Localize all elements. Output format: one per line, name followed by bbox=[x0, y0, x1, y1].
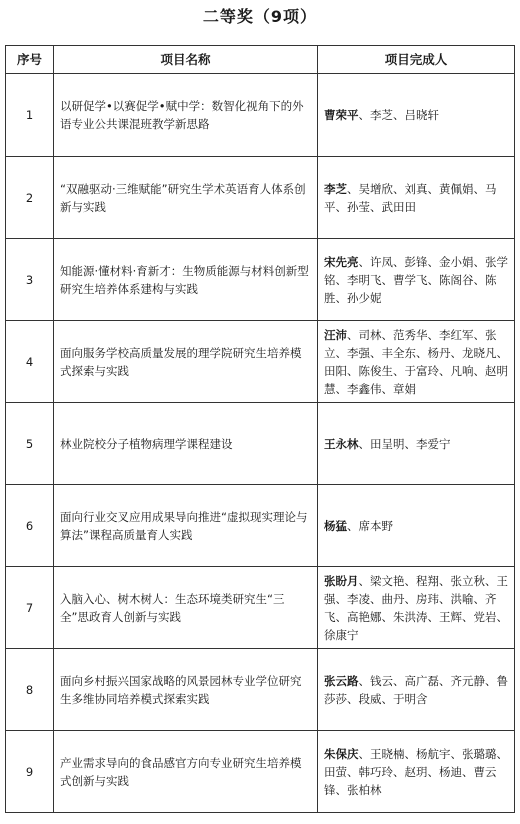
row-number: 2 bbox=[6, 157, 54, 239]
other-members: 、梁文艳、程翔、张立秋、王强、李凌、曲丹、房玮、洪喻、齐飞、高艳娜、朱洪涛、王辉、党岩、徐康宁 bbox=[324, 573, 508, 642]
other-members: 、王晓楠、杨航宇、张璐璐、田萤、韩巧玲、赵玥、杨迪、曹云锋、张柏林 bbox=[324, 746, 508, 797]
header-project-members: 项目完成人 bbox=[318, 46, 515, 74]
table-row bbox=[6, 649, 515, 731]
other-members: 、田呈明、李爱宁 bbox=[358, 436, 451, 451]
row-number: 8 bbox=[6, 649, 54, 731]
awards-table bbox=[5, 45, 515, 813]
project-name: 产业需求导向的食品感官方向专业研究生培养模式创新与实践 bbox=[54, 731, 318, 813]
row-number: 1 bbox=[6, 74, 54, 157]
row-number: 9 bbox=[6, 731, 54, 813]
table-row bbox=[6, 403, 515, 485]
project-name: “双融驱动·三维赋能”研究生学术英语育人体系创新与实践 bbox=[54, 157, 318, 239]
row-number: 4 bbox=[6, 321, 54, 403]
project-members bbox=[318, 239, 515, 321]
project-name: 以研促学•以赛促学•赋中学：数智化视角下的外语专业公共课混班教学新思路 bbox=[54, 74, 318, 157]
lead-member: 张云路 bbox=[324, 673, 359, 688]
row-number: 3 bbox=[6, 239, 54, 321]
project-name: 林业院校分子植物病理学课程建设 bbox=[54, 403, 318, 485]
project-members bbox=[318, 74, 515, 157]
project-members bbox=[318, 485, 515, 567]
lead-member: 张盼月 bbox=[324, 573, 359, 588]
header-no: 序号 bbox=[6, 46, 54, 74]
project-members bbox=[318, 403, 515, 485]
project-name: 面向乡村振兴国家战略的风景园林专业学位研究生多维协同培养模式探索实践 bbox=[54, 649, 318, 731]
lead-member: 李芝 bbox=[324, 181, 347, 196]
lead-member: 王永林 bbox=[324, 436, 359, 451]
other-members: 、许凤、彭锋、金小娟、张学铭、李明飞、曹学飞、陈阁谷、陈胜、孙少妮 bbox=[324, 254, 508, 305]
other-members: 、吴增欣、刘真、黄佩娟、马平、孙莹、武田田 bbox=[324, 181, 497, 214]
page-title: 二等奖（9项） bbox=[202, 7, 318, 26]
project-name: 知能源·懂材料·育新才：生物质能源与材料创新型研究生培养体系建构与实践 bbox=[54, 239, 318, 321]
project-name: 面向服务学校高质量发展的理学院研究生培养模式探索与实践 bbox=[54, 321, 318, 403]
other-members: 、司林、范秀华、李红军、张立、李强、丰全东、杨丹、龙晓凡、田阳、陈俊生、于富玲、凡响、赵明慧、李鑫伟、章娟 bbox=[324, 327, 508, 396]
project-members bbox=[318, 649, 515, 731]
table-row bbox=[6, 731, 515, 813]
row-number: 6 bbox=[6, 485, 54, 567]
table-row bbox=[6, 74, 515, 157]
project-name: 面向行业交叉应用成果导向推进“虚拟现实理论与算法”课程高质量育人实践 bbox=[54, 485, 318, 567]
lead-member: 朱保庆 bbox=[324, 746, 359, 761]
table-row bbox=[6, 239, 515, 321]
lead-member: 杨猛 bbox=[324, 518, 347, 533]
lead-member: 宋先亮 bbox=[324, 254, 359, 269]
table-row bbox=[6, 157, 515, 239]
table-row bbox=[6, 321, 515, 403]
project-name: 入脑入心、树木树人：生态环境类研究生“三全”思政育人创新与实践 bbox=[54, 567, 318, 649]
lead-member: 汪沛 bbox=[324, 327, 347, 342]
other-members: 、钱云、高广磊、齐元静、鲁莎莎、段威、于明含 bbox=[324, 673, 508, 706]
table-row bbox=[6, 485, 515, 567]
project-members bbox=[318, 321, 515, 403]
header-project-name: 项目名称 bbox=[54, 46, 318, 74]
other-members: 、席本野 bbox=[347, 518, 393, 533]
table-header-row bbox=[6, 46, 515, 74]
other-members: 、李芝、吕晓轩 bbox=[358, 108, 439, 122]
table-row bbox=[6, 567, 515, 649]
lead-member: 曹荣平 bbox=[324, 108, 359, 122]
project-members bbox=[318, 731, 515, 813]
row-number: 7 bbox=[6, 567, 54, 649]
project-members bbox=[318, 567, 515, 649]
row-number: 5 bbox=[6, 403, 54, 485]
project-members bbox=[318, 157, 515, 239]
